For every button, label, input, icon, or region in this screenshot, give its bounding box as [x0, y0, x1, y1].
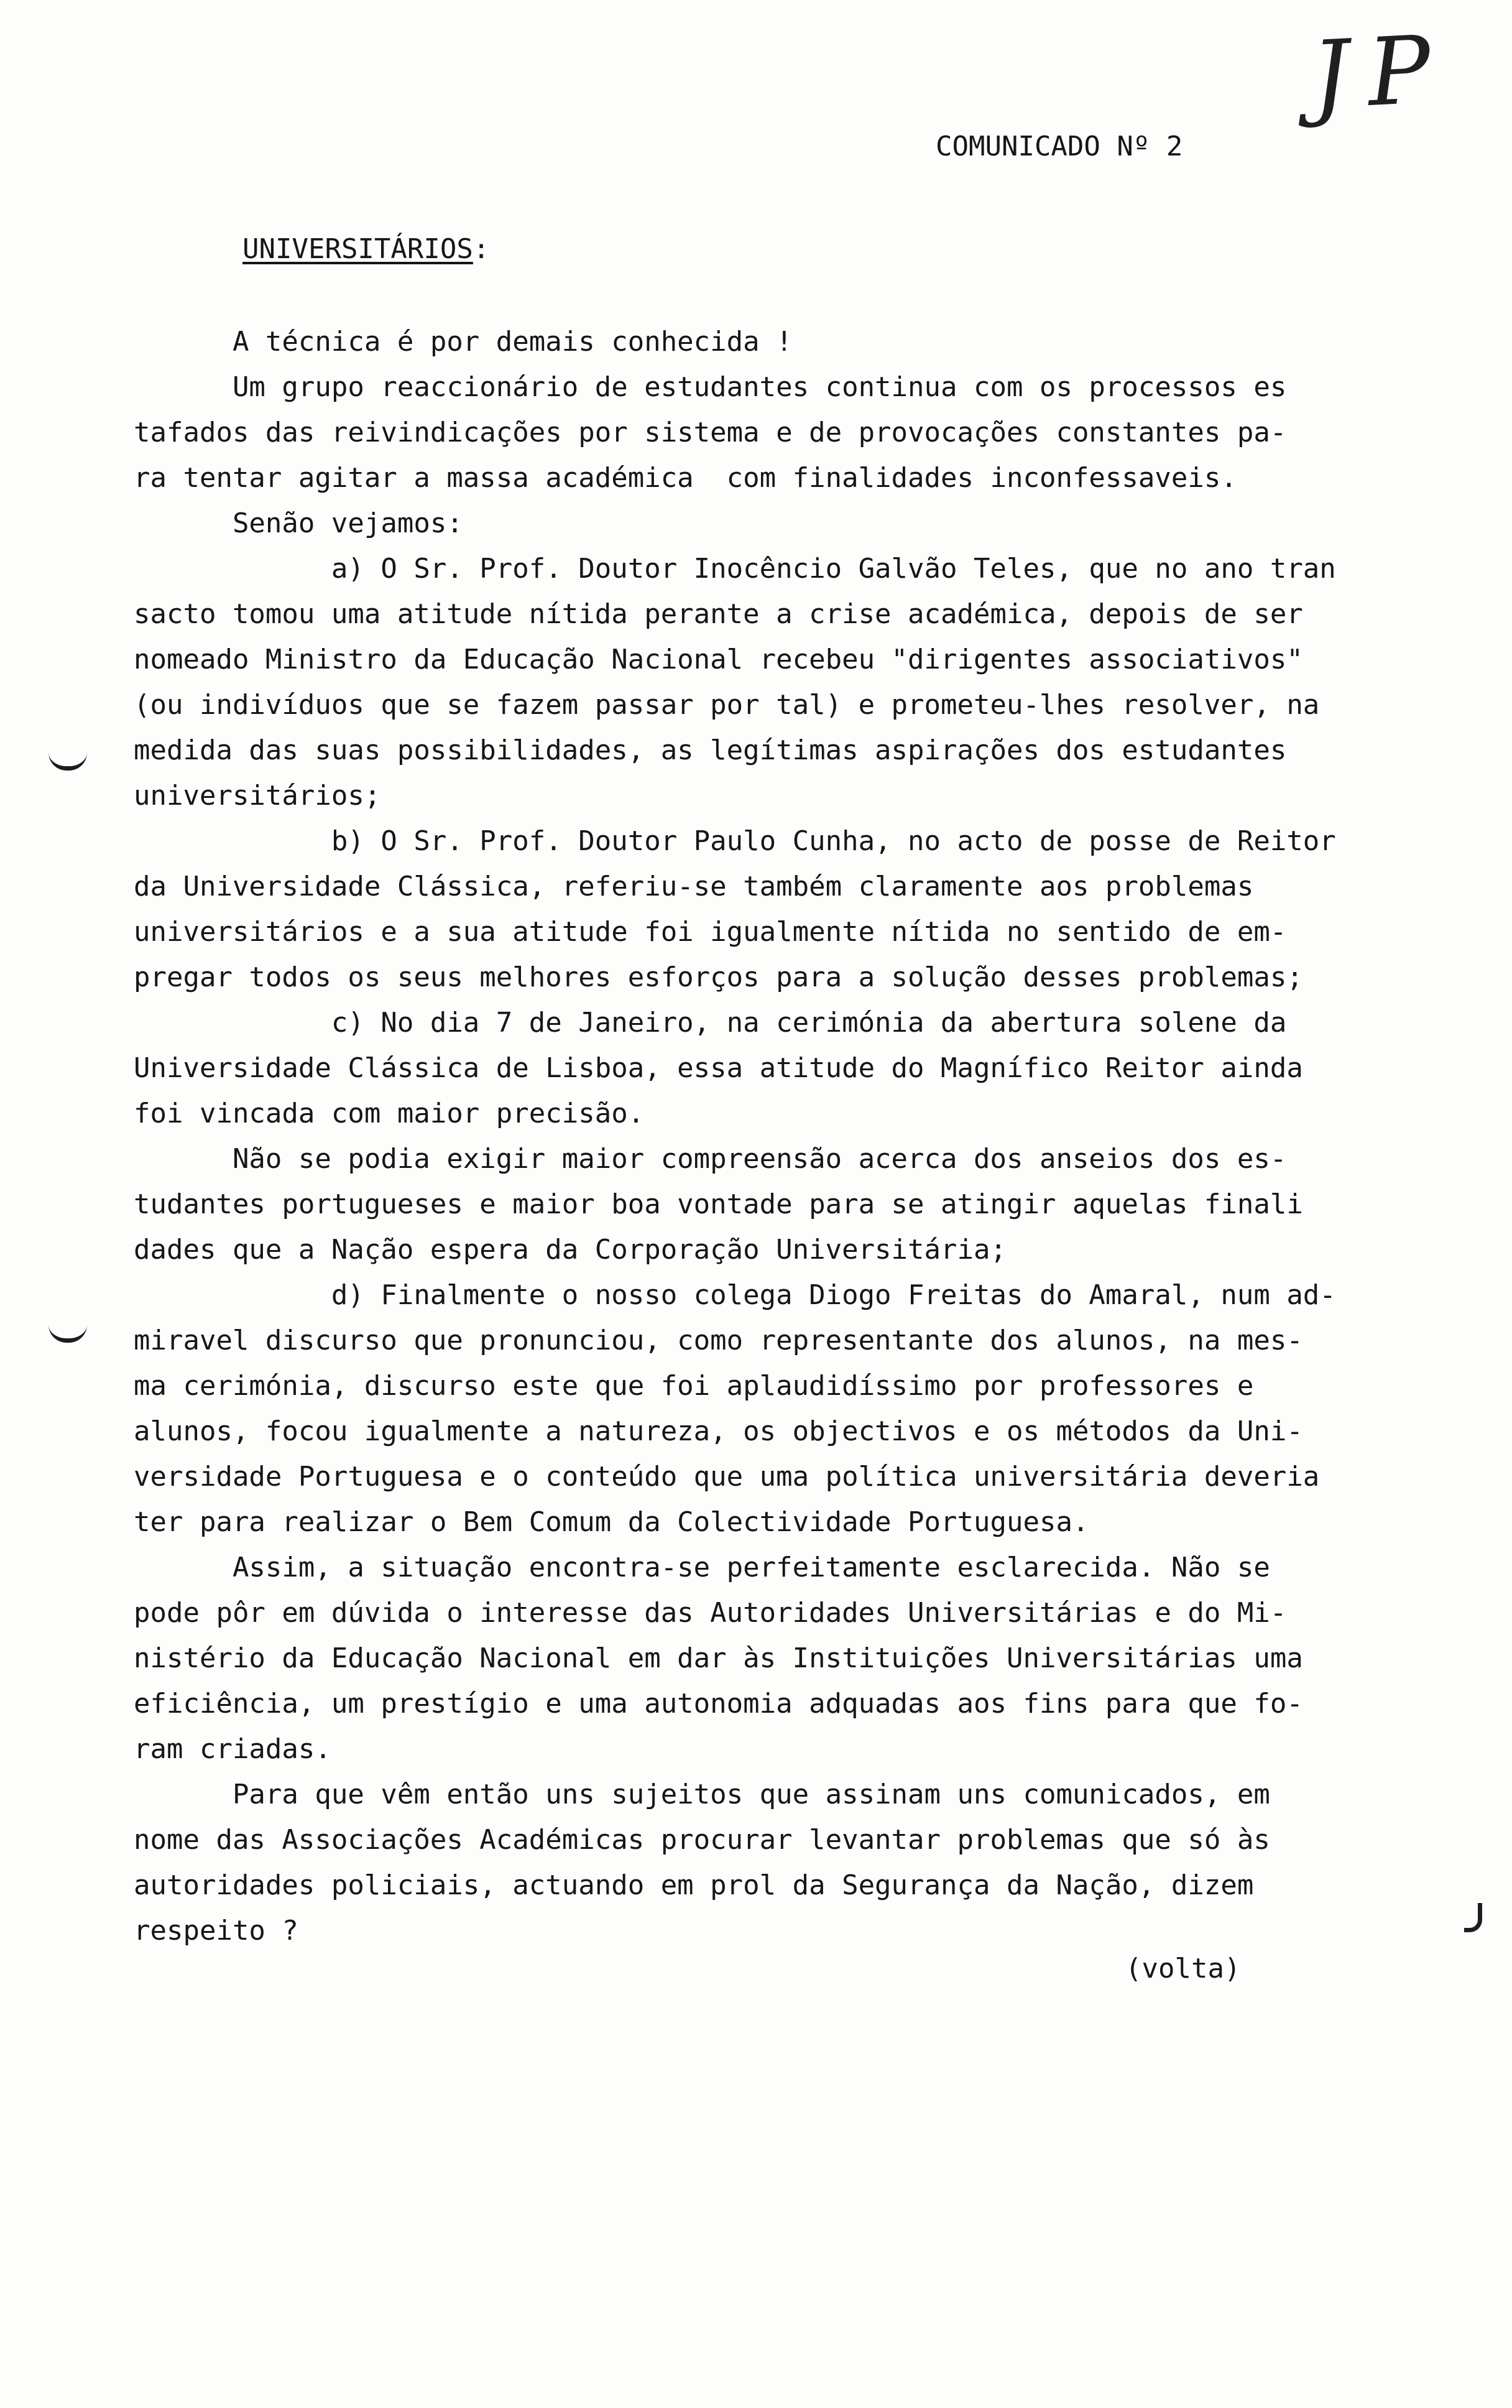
- body-line: nistério da Educação Nacional em dar às Instituições Universitárias uma: [134, 1642, 1303, 1674]
- body-line: Um grupo reaccionário de estudantes continua com os processos es: [134, 371, 1287, 403]
- body-line: Não se podia exigir maior compreensão acerca dos anseios dos es-: [134, 1143, 1287, 1175]
- body-line: c) No dia 7 de Janeiro, na cerimónia da abertura solene da: [134, 1007, 1287, 1039]
- document-heading: COMUNICADO Nº 2: [936, 131, 1183, 162]
- body-line: (ou indivíduos que se fazem passar por tal) e prometeu-lhes resolver, na: [134, 689, 1320, 721]
- body-line: A técnica é por demais conhecida !: [134, 326, 793, 358]
- body-line: sacto tomou uma atitude nítida perante a crise académica, depois de ser: [134, 598, 1303, 630]
- body-line: universitários e a sua atitude foi igualmente nítida no sentido de em-: [134, 916, 1287, 948]
- salutation: [242, 233, 489, 265]
- body-line: autoridades policiais, actuando em prol da Segurança da Nação, dizem: [134, 1869, 1254, 1901]
- margin-mark: [48, 752, 87, 771]
- body-line: ram criadas.: [134, 1733, 331, 1765]
- body-line: miravel discurso que pronunciou, como representante dos alunos, na mes-: [134, 1325, 1303, 1356]
- margin-mark: [1464, 1903, 1482, 1932]
- body-line: ra tentar agitar a massa académica com finalidades inconfessaveis.: [134, 462, 1237, 494]
- body-line: eficiência, um prestígio e uma autonomia adquadas aos fins para que fo-: [134, 1688, 1303, 1720]
- body-line: da Universidade Clássica, referiu-se também claramente aos problemas: [134, 871, 1254, 902]
- body-line: pode pôr em dúvida o interesse das Autoridades Universitárias e do Mi-: [134, 1597, 1287, 1629]
- margin-mark: [48, 1325, 87, 1343]
- body-line: respeito ?: [134, 1915, 298, 1947]
- body-line: universitários;: [134, 780, 381, 812]
- body-line: nome das Associações Académicas procurar levantar problemas que só às: [134, 1824, 1270, 1856]
- body-line: tudantes portugueses e maior boa vontade para se atingir aquelas finali: [134, 1188, 1303, 1220]
- body-line: Universidade Clássica de Lisboa, essa atitude do Magnífico Reitor ainda: [134, 1052, 1303, 1084]
- body-line: tafados das reivindicações por sistema e de provocações constantes pa-: [134, 417, 1287, 448]
- body-line: d) Finalmente o nosso colega Diogo Freitas do Amaral, num ad-: [134, 1279, 1336, 1311]
- body-line: Para que vêm então uns sujeitos que assinam uns comunicados, em: [134, 1779, 1270, 1810]
- body-line: dades que a Nação espera da Corporação Universitária;: [134, 1234, 1007, 1266]
- body-line: ter para realizar o Bem Comum da Colectividade Portuguesa.: [134, 1506, 1089, 1538]
- salutation-colon: :: [472, 233, 490, 265]
- body-line: b) O Sr. Prof. Doutor Paulo Cunha, no acto de posse de Reitor: [134, 825, 1336, 857]
- body-line: medida das suas possibilidades, as legítimas aspirações dos estudantes: [134, 734, 1287, 766]
- body-line: versidade Portuguesa e o conteúdo que uma política universitária deveria: [134, 1461, 1320, 1493]
- body-line: Senão vejamos:: [134, 507, 463, 539]
- handwritten-initials: JP: [1309, 15, 1452, 131]
- body-line: Assim, a situação encontra-se perfeitamente esclarecida. Não se: [134, 1552, 1270, 1583]
- body-line: foi vincada com maior precisão.: [134, 1098, 645, 1129]
- body-line: nomeado Ministro da Educação Nacional recebeu "dirigentes associativos": [134, 644, 1303, 675]
- page-turn-note: (volta): [1125, 1953, 1241, 1984]
- body-line: a) O Sr. Prof. Doutor Inocêncio Galvão Teles, que no ano tran: [134, 553, 1336, 585]
- body-line: alunos, focou igualmente a natureza, os objectivos e os métodos da Uni-: [134, 1415, 1303, 1447]
- salutation-text: UNIVERSITÁRIOS: [242, 233, 473, 265]
- body-line: pregar todos os seus melhores esforços para a solução desses problemas;: [134, 961, 1303, 993]
- body-line: ma cerimónia, discurso este que foi aplaudidíssimo por professores e: [134, 1370, 1254, 1402]
